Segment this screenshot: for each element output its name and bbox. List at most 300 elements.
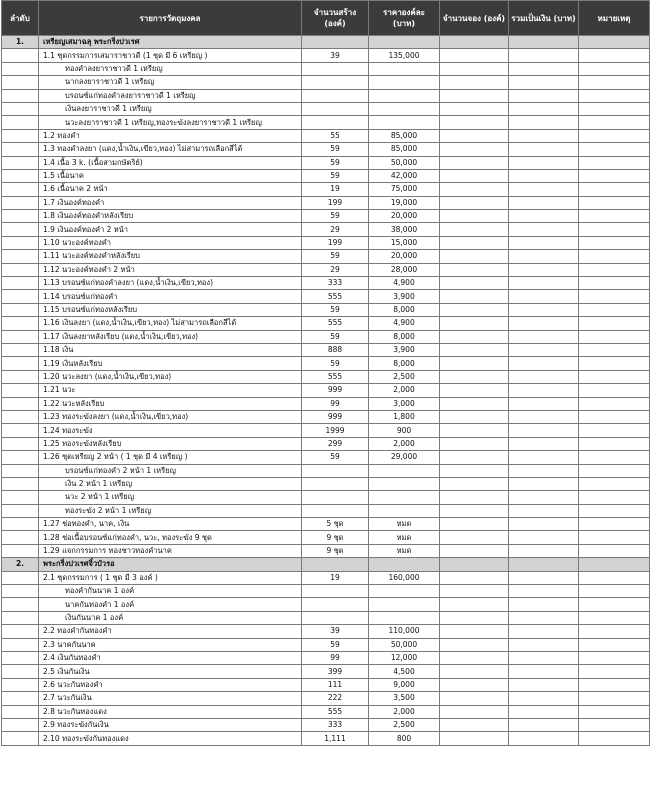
table-row (2, 343, 650, 356)
cell-price: 110,000 (369, 625, 440, 638)
cell-name: 2.10 ทองระฆังกันทองแดง (39, 732, 302, 745)
cell-name: นวะ 2 หน้า 1 เหรียญ (39, 491, 302, 504)
cell-booked (440, 370, 509, 383)
cell-remark (579, 651, 650, 664)
cell-remark (579, 263, 650, 276)
cell-no (2, 49, 39, 62)
cell-booked (440, 611, 509, 624)
cell-no (2, 156, 39, 169)
cell-no (2, 705, 39, 718)
cell-name: เหรียญเสมาฉลุ พระกริ่งปวเรศ (39, 36, 302, 49)
cell-booked (440, 36, 509, 49)
cell-remark (579, 437, 650, 450)
cell-no (2, 437, 39, 450)
cell-qty: 9 ชุด (302, 531, 369, 544)
cell-total (509, 76, 579, 89)
cell-no (2, 598, 39, 611)
cell-no (2, 210, 39, 223)
cell-booked (440, 277, 509, 290)
cell-name: 1.25 ทองระฆังหลังเรียบ (39, 437, 302, 450)
cell-no (2, 277, 39, 290)
table-row (2, 263, 650, 276)
cell-name: 1.17 เงินลงยาหลังเรียบ (แดง,น้ำเงิน,เขียว,ทอง) (39, 330, 302, 343)
cell-no (2, 62, 39, 75)
cell-remark (579, 585, 650, 598)
cell-qty: 59 (302, 357, 369, 370)
cell-total (509, 357, 579, 370)
cell-remark (579, 143, 650, 156)
cell-no (2, 263, 39, 276)
cell-price: 15,000 (369, 236, 440, 249)
cell-price (369, 464, 440, 477)
cell-qty: 29 (302, 263, 369, 276)
cell-qty: 555 (302, 317, 369, 330)
cell-qty: 9 ชุด (302, 544, 369, 557)
cell-total (509, 169, 579, 182)
cell-booked (440, 116, 509, 129)
cell-remark (579, 236, 650, 249)
table-row (2, 424, 650, 437)
cell-no (2, 143, 39, 156)
cell-qty: 299 (302, 437, 369, 450)
cell-no (2, 544, 39, 557)
cell-price: 3,000 (369, 397, 440, 410)
table-row (2, 317, 650, 330)
cell-booked (440, 424, 509, 437)
cell-remark (579, 477, 650, 490)
cell-total (509, 558, 579, 571)
cell-price: หมด (369, 531, 440, 544)
cell-booked (440, 491, 509, 504)
cell-no (2, 718, 39, 731)
cell-price (369, 89, 440, 102)
table-row (2, 692, 650, 705)
cell-no (2, 585, 39, 598)
table-row (2, 49, 650, 62)
cell-qty: 111 (302, 678, 369, 691)
cell-total (509, 692, 579, 705)
cell-price: 12,000 (369, 651, 440, 664)
cell-booked (440, 464, 509, 477)
cell-total (509, 89, 579, 102)
cell-remark (579, 76, 650, 89)
table-row (2, 544, 650, 557)
cell-booked (440, 183, 509, 196)
cell-no (2, 531, 39, 544)
table-row (2, 504, 650, 517)
cell-booked (440, 236, 509, 249)
cell-total (509, 424, 579, 437)
table-row (2, 585, 650, 598)
cell-qty: 59 (302, 156, 369, 169)
cell-booked (440, 223, 509, 236)
cell-total (509, 678, 579, 691)
cell-price: 85,000 (369, 129, 440, 142)
cell-total (509, 531, 579, 544)
cell-booked (440, 651, 509, 664)
cell-qty: 59 (302, 303, 369, 316)
cell-qty: 99 (302, 397, 369, 410)
cell-qty: 5 ชุด (302, 518, 369, 531)
table-body (2, 36, 650, 746)
cell-no (2, 651, 39, 664)
cell-remark (579, 397, 650, 410)
cell-price: 4,500 (369, 665, 440, 678)
cell-total (509, 116, 579, 129)
cell-no (2, 504, 39, 517)
cell-booked (440, 210, 509, 223)
cell-total (509, 518, 579, 531)
cell-remark (579, 116, 650, 129)
cell-booked (440, 531, 509, 544)
cell-price (369, 62, 440, 75)
cell-name: เงินกันนาค 1 องค์ (39, 611, 302, 624)
cell-price (369, 611, 440, 624)
cell-name: เงิน 2 หน้า 1 เหรียญ (39, 477, 302, 490)
cell-price (369, 558, 440, 571)
table-row (2, 196, 650, 209)
cell-booked (440, 330, 509, 343)
cell-no (2, 116, 39, 129)
cell-booked (440, 504, 509, 517)
cell-price (369, 598, 440, 611)
table-row (2, 678, 650, 691)
table-row (2, 571, 650, 584)
table-row (2, 89, 650, 102)
cell-name: 2.7 นวะกันเงิน (39, 692, 302, 705)
cell-total (509, 143, 579, 156)
cell-qty: 59 (302, 330, 369, 343)
cell-remark (579, 102, 650, 115)
cell-total (509, 62, 579, 75)
cell-price: 3,900 (369, 290, 440, 303)
cell-total (509, 156, 579, 169)
cell-price: 20,000 (369, 210, 440, 223)
cell-booked (440, 196, 509, 209)
cell-booked (440, 732, 509, 745)
table-row (2, 651, 650, 664)
cell-name: 1.27 ช่อทองคำ, นาค, เงิน (39, 518, 302, 531)
cell-no (2, 76, 39, 89)
cell-no (2, 638, 39, 651)
cell-booked (440, 437, 509, 450)
cell-name: 1.21 นวะ (39, 384, 302, 397)
cell-remark (579, 49, 650, 62)
cell-no (2, 183, 39, 196)
cell-qty (302, 504, 369, 517)
table-row (2, 102, 650, 115)
cell-booked (440, 129, 509, 142)
cell-total (509, 343, 579, 356)
cell-price (369, 102, 440, 115)
cell-remark (579, 89, 650, 102)
cell-remark (579, 303, 650, 316)
cell-price: 2,500 (369, 370, 440, 383)
cell-name: 1.24 ทองระฆัง (39, 424, 302, 437)
table-row (2, 183, 650, 196)
cell-price: 160,000 (369, 571, 440, 584)
cell-name: 1.1 ชุดกรรมการเสมาราชาวดี (1 ชุด มี 6 เหรียญ ) (39, 49, 302, 62)
section-row (2, 36, 650, 49)
cell-qty: 59 (302, 250, 369, 263)
cell-price: 3,500 (369, 692, 440, 705)
cell-name: 2.3 นาคกันนาค (39, 638, 302, 651)
cell-qty (302, 36, 369, 49)
cell-remark (579, 370, 650, 383)
cell-qty (302, 598, 369, 611)
cell-total (509, 236, 579, 249)
cell-name: 1.19 เงินหลังเรียบ (39, 357, 302, 370)
cell-price: 2,500 (369, 718, 440, 731)
cell-total (509, 384, 579, 397)
table-row (2, 491, 650, 504)
cell-name: 1.3 ทองคำลงยา (แดง,น้ำเงิน,เขียว,ทอง) ไม่สามารถเลือกสีได้ (39, 143, 302, 156)
cell-price (369, 585, 440, 598)
cell-remark (579, 210, 650, 223)
cell-booked (440, 303, 509, 316)
cell-total (509, 625, 579, 638)
cell-qty (302, 585, 369, 598)
table-row (2, 410, 650, 423)
cell-remark (579, 518, 650, 531)
cell-remark (579, 692, 650, 705)
cell-remark (579, 732, 650, 745)
cell-total (509, 223, 579, 236)
table-row (2, 518, 650, 531)
cell-qty: 99 (302, 651, 369, 664)
cell-qty: 333 (302, 277, 369, 290)
cell-total (509, 303, 579, 316)
cell-name: 1.2 ทองคำ (39, 129, 302, 142)
cell-remark (579, 491, 650, 504)
cell-qty: 59 (302, 169, 369, 182)
cell-total (509, 196, 579, 209)
cell-no (2, 290, 39, 303)
cell-booked (440, 263, 509, 276)
table-row (2, 451, 650, 464)
cell-price: 29,000 (369, 451, 440, 464)
header-no: ลำดับ (2, 1, 39, 36)
cell-qty: 199 (302, 236, 369, 249)
cell-qty: 222 (302, 692, 369, 705)
cell-no (2, 250, 39, 263)
cell-qty: 555 (302, 705, 369, 718)
table-row (2, 464, 650, 477)
cell-price: 42,000 (369, 169, 440, 182)
cell-total (509, 651, 579, 664)
cell-qty: 999 (302, 384, 369, 397)
header-qty: จำนวนสร้าง (องค์) (302, 1, 369, 36)
cell-remark (579, 638, 650, 651)
cell-no (2, 129, 39, 142)
cell-name: 1.10 นวะองค์ทองคำ (39, 236, 302, 249)
table-row (2, 598, 650, 611)
table-row (2, 384, 650, 397)
cell-total (509, 49, 579, 62)
cell-qty (302, 464, 369, 477)
cell-booked (440, 410, 509, 423)
table-row (2, 370, 650, 383)
cell-remark (579, 129, 650, 142)
cell-price: 19,000 (369, 196, 440, 209)
cell-qty: 1999 (302, 424, 369, 437)
cell-no (2, 236, 39, 249)
cell-qty (302, 491, 369, 504)
cell-name: 1.11 นวะองค์ทองคำหลังเรียบ (39, 250, 302, 263)
cell-qty: 59 (302, 210, 369, 223)
cell-booked (440, 598, 509, 611)
cell-total (509, 611, 579, 624)
cell-name: 2.9 ทองระฆังกันเงิน (39, 718, 302, 731)
cell-price: 8,000 (369, 330, 440, 343)
cell-total (509, 397, 579, 410)
table-row (2, 277, 650, 290)
cell-booked (440, 89, 509, 102)
header-name: รายการวัตถุมงคล (39, 1, 302, 36)
cell-total (509, 263, 579, 276)
header-total: รวมเป็นเงิน (บาท) (509, 1, 579, 36)
cell-no (2, 665, 39, 678)
cell-remark (579, 531, 650, 544)
cell-no (2, 491, 39, 504)
cell-price (369, 491, 440, 504)
cell-remark (579, 718, 650, 731)
cell-no: 2. (2, 558, 39, 571)
cell-remark (579, 343, 650, 356)
cell-price: 8,000 (369, 303, 440, 316)
cell-no (2, 410, 39, 423)
cell-qty (302, 76, 369, 89)
cell-booked (440, 678, 509, 691)
cell-total (509, 477, 579, 490)
table-row (2, 625, 650, 638)
cell-total (509, 437, 579, 450)
cell-qty (302, 102, 369, 115)
cell-booked (440, 250, 509, 263)
cell-no (2, 451, 39, 464)
cell-remark (579, 571, 650, 584)
cell-remark (579, 36, 650, 49)
cell-total (509, 210, 579, 223)
cell-name: 1.20 นวะลงยา (แดง,น้ำเงิน,เขียว,ทอง) (39, 370, 302, 383)
cell-no (2, 370, 39, 383)
cell-price: 8,000 (369, 357, 440, 370)
section-row (2, 558, 650, 571)
cell-name: 2.6 นวะกันทองคำ (39, 678, 302, 691)
cell-qty (302, 611, 369, 624)
cell-remark (579, 451, 650, 464)
table-row (2, 531, 650, 544)
cell-name: นาคกันทองคำ 1 องค์ (39, 598, 302, 611)
cell-booked (440, 76, 509, 89)
cell-name: พระกริ่งปวเรศจิ๋วบัวรอ (39, 558, 302, 571)
cell-name: บรอนซ์แก่ทองคำลงยาราชาวดี 1 เหรียญ (39, 89, 302, 102)
cell-price: 4,900 (369, 277, 440, 290)
cell-no (2, 397, 39, 410)
cell-price: 28,000 (369, 263, 440, 276)
cell-price (369, 36, 440, 49)
cell-qty: 59 (302, 451, 369, 464)
cell-price: 38,000 (369, 223, 440, 236)
cell-remark (579, 317, 650, 330)
cell-qty: 39 (302, 625, 369, 638)
cell-booked (440, 477, 509, 490)
cell-booked (440, 102, 509, 115)
cell-booked (440, 692, 509, 705)
cell-price (369, 504, 440, 517)
table-row (2, 665, 650, 678)
cell-remark (579, 183, 650, 196)
cell-name: 2.1 ชุดกรรมการ ( 1 ชุด มี 3 องค์ ) (39, 571, 302, 584)
table-row (2, 129, 650, 142)
cell-qty: 59 (302, 638, 369, 651)
cell-no (2, 89, 39, 102)
cell-total (509, 317, 579, 330)
cell-qty: 555 (302, 370, 369, 383)
cell-qty: 333 (302, 718, 369, 731)
cell-qty: 59 (302, 143, 369, 156)
cell-total (509, 36, 579, 49)
cell-total (509, 585, 579, 598)
cell-price: 1,800 (369, 410, 440, 423)
cell-name: 1.8 เงินองค์ทองคำหลังเรียบ (39, 210, 302, 223)
cell-total (509, 277, 579, 290)
table-row (2, 116, 650, 129)
cell-name: 1.13 บรอนซ์แก่ทองคำลงยา (แดง,น้ำเงิน,เขียว,ทอง) (39, 277, 302, 290)
cell-qty (302, 62, 369, 75)
cell-total (509, 451, 579, 464)
cell-no (2, 625, 39, 638)
cell-qty: 555 (302, 290, 369, 303)
header-booked: จำนวนจอง (องค์) (440, 1, 509, 36)
cell-total (509, 370, 579, 383)
cell-total (509, 102, 579, 115)
cell-remark (579, 665, 650, 678)
cell-booked (440, 585, 509, 598)
cell-booked (440, 518, 509, 531)
cell-booked (440, 558, 509, 571)
cell-no (2, 169, 39, 182)
cell-price: 2,000 (369, 705, 440, 718)
table-row (2, 303, 650, 316)
cell-booked (440, 143, 509, 156)
cell-remark (579, 464, 650, 477)
cell-qty: 1,111 (302, 732, 369, 745)
cell-name: นากลงยาราชาวดี 1 เหรียญ (39, 76, 302, 89)
cell-price: 800 (369, 732, 440, 745)
cell-qty (302, 477, 369, 490)
cell-total (509, 330, 579, 343)
cell-qty: 19 (302, 571, 369, 584)
cell-remark (579, 558, 650, 571)
header-row (2, 1, 650, 36)
cell-name: 1.12 นวะองค์ทองคำ 2 หน้า (39, 263, 302, 276)
cell-price: หมด (369, 544, 440, 557)
cell-name: นวะลงยาราชาวดี 1 เหรียญ,ทองระฆังลงยาราชาวดี 1 เหรียญ (39, 116, 302, 129)
cell-remark (579, 384, 650, 397)
cell-no (2, 518, 39, 531)
cell-booked (440, 451, 509, 464)
cell-booked (440, 384, 509, 397)
cell-qty: 19 (302, 183, 369, 196)
cell-booked (440, 343, 509, 356)
table-row (2, 143, 650, 156)
header-price: ราคาองค์ละ (บาท) (369, 1, 440, 36)
cell-qty (302, 116, 369, 129)
cell-booked (440, 718, 509, 731)
cell-price (369, 116, 440, 129)
cell-booked (440, 156, 509, 169)
